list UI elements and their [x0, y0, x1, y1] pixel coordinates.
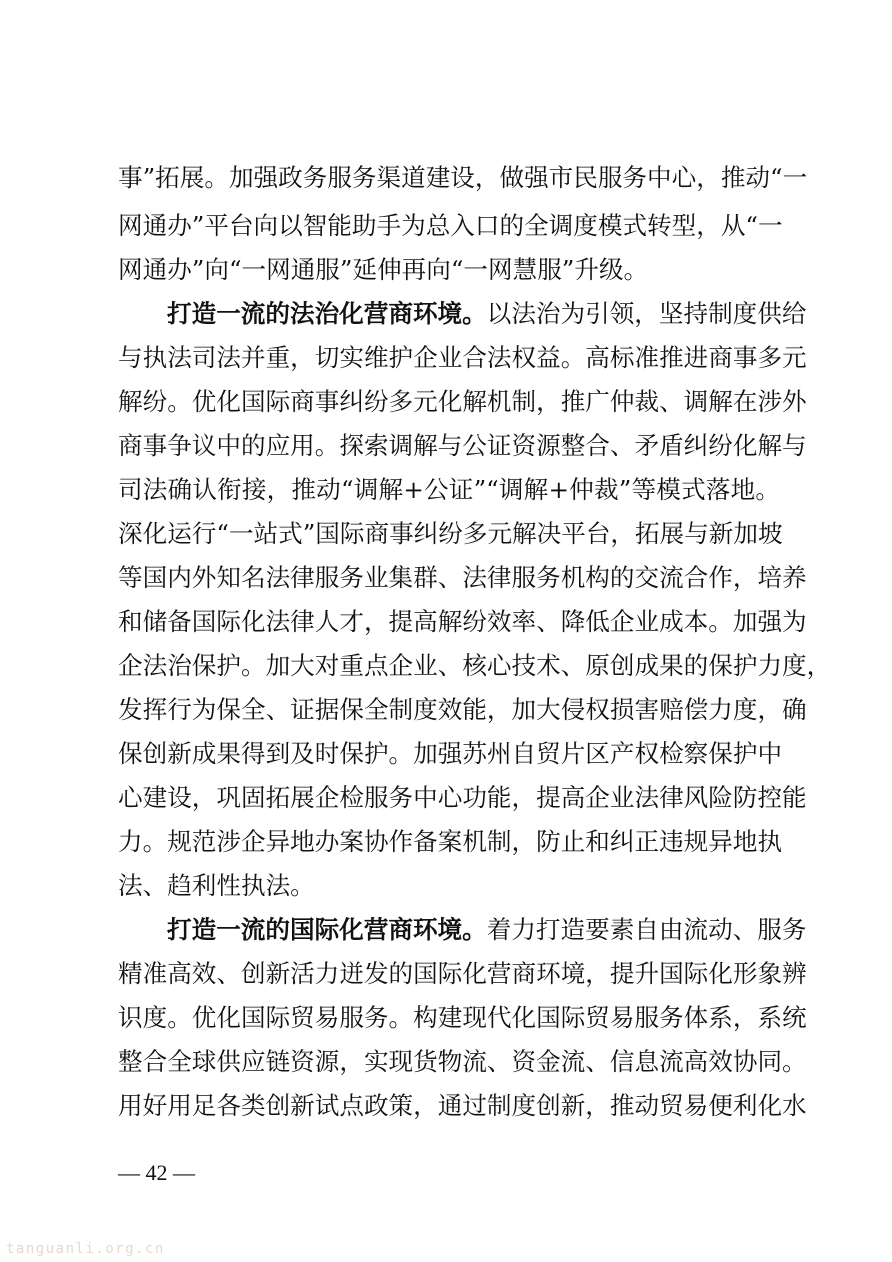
text-line: 商事争议中的应用。探索调解与公证资源整合、矛盾纠纷化解与 — [118, 431, 807, 460]
section-heading: 打造一流的国际化营商环境。 — [167, 915, 487, 944]
watermark: tanguanli.org.cn — [6, 1241, 165, 1257]
text-line: 与执法司法并重，切实维护企业合法权益。高标准推进商事多元 — [118, 343, 807, 372]
text-line: 力。规范涉企异地办案协作备案机制，防止和纠正违规异地执 — [118, 827, 783, 856]
text-line: 网通办”向“一网通服”延伸再向“一网慧服”升级。 — [118, 255, 649, 284]
text-line: 等国内外知名法律服务业集群、法律服务机构的交流合作，培养 — [118, 563, 807, 592]
text-line: 和储备国际化法律人才，提高解纷效率、降低企业成本。加强为 — [118, 607, 807, 636]
section-heading: 打造一流的法治化营商环境。 — [167, 299, 487, 328]
text-line: 企法治保护。加大对重点企业、核心技术、原创成果的保护力度， — [118, 651, 832, 680]
text-line: 解纷。优化国际商事纠纷多元化解机制，推广仲裁、调解在涉外 — [118, 387, 807, 416]
text-line: 深化运行“一站式”国际商事纠纷多元解决平台，拓展与新加坡 — [118, 519, 783, 548]
paragraph-first-line — [118, 292, 807, 336]
text-line: 用好用足各类创新试点政策，通过制度创新，推动贸易便利化水 — [118, 1091, 807, 1120]
text-line: 整合全球供应链资源，实现货物流、资金流、信息流高效协同。 — [118, 1047, 807, 1076]
text-line: 法、趋利性执法。 — [118, 871, 315, 900]
text-line: 网通办”平台向以智能助手为总入口的全调度模式转型，从“一 — [118, 211, 783, 240]
paragraph-first-line — [118, 908, 807, 952]
page-number: — 42 — — [118, 1160, 195, 1185]
text-line: 心建设，巩固拓展企检服务中心功能，提高企业法律风险防控能 — [118, 783, 807, 812]
text-line: 精准高效、创新活力迸发的国际化营商环境，提升国际化形象辨 — [118, 959, 807, 988]
text-line: 保创新成果得到及时保护。加强苏州自贸片区产权检察保护中 — [118, 739, 783, 768]
text-line: 事”拓展。加强政务服务渠道建设，做强市民服务中心，推动“一 — [118, 163, 808, 192]
text-line: 发挥行为保全、证据保全制度效能，加大侵权损害赔偿力度，确 — [118, 695, 807, 724]
text-line: 识度。优化国际贸易服务。构建现代化国际贸易服务体系，系统 — [118, 1003, 807, 1032]
text-span: 着力打造要素自由流动、服务 — [486, 915, 807, 944]
text-line: 司法确认衔接，推动“调解+公证”“调解+仲裁”等模式落地。 — [118, 475, 780, 504]
text-span: 以法治为引领，坚持制度供给 — [486, 299, 807, 328]
